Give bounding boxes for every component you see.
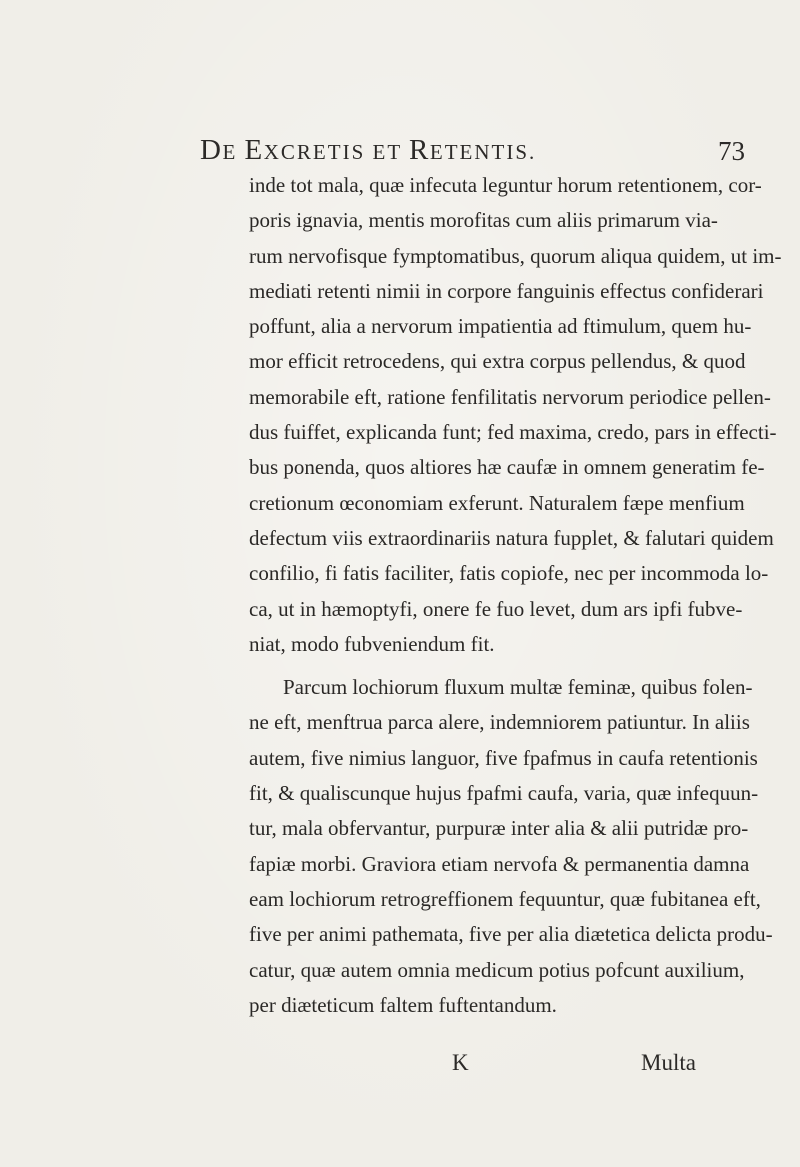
text-line: ca, ut in hæmoptyfi, onere fe fuo levet, dum ars ipfi fubve- <box>249 596 743 621</box>
text-line: mor efficit retrocedens, qui extra corpus pellendus, & quod <box>249 349 746 374</box>
text-line: fit, & qualiscunque hujus fpafmi caufa, varia, quæ infequun- <box>249 781 759 806</box>
running-head <box>200 134 536 167</box>
running-head-part: E <box>244 134 264 166</box>
text-line: tur, mala obfervantur, purpuræ inter alia & alii putridæ pro- <box>249 816 749 841</box>
running-head-part: ET <box>372 140 410 164</box>
text-line: memorabile eft, ratione fenfilitatis nervorum periodice pellen- <box>249 384 771 409</box>
text-line: poffunt, alia a nervorum impatientia ad ftimulum, quem hu- <box>249 314 752 339</box>
running-head-part: D <box>200 134 223 166</box>
catchword: Multa <box>641 1050 696 1075</box>
text-line: eam lochiorum retrogreffionem fequuntur, quæ fubitanea eft, <box>249 886 761 911</box>
text-line: defectum viis extraordinariis natura fupplet, & falutari quidem <box>249 525 774 550</box>
text-line: inde tot mala, quæ infecuta leguntur horum retentionem, cor- <box>249 173 762 197</box>
text-line: confilio, fi fatis faciliter, fatis copiofe, nec per incommoda lo- <box>249 561 769 586</box>
text-line: bus ponenda, quos altiores hæ caufæ in omnem generatim fe- <box>249 455 765 480</box>
text-line: per diæteticum faltem fuftentandum. <box>249 992 557 1017</box>
text-line: Parcum lochiorum fluxum multæ feminæ, quibus folen- <box>283 675 753 700</box>
signature-mark: K <box>452 1050 469 1075</box>
running-head-part: XCRETIS <box>263 140 373 164</box>
text-line: mediati retenti nimii in corpore fanguinis effectus confiderari <box>249 278 764 303</box>
text-line: catur, quæ autem omnia medicum potius pofcunt auxilium, <box>249 957 745 982</box>
text-line: niat, modo fubveniendum fit. <box>249 631 495 656</box>
running-head-part: ETENTIS. <box>429 140 537 164</box>
paragraph-1 <box>249 168 782 662</box>
running-head-part: R <box>409 134 430 166</box>
paragraph-gap <box>249 662 704 670</box>
text-line: five per animi pathemata, five per alia diætetica delicta produ- <box>249 922 773 947</box>
text-line: rum nervofisque fymptomatibus, quorum aliqua quidem, ut im- <box>249 243 782 268</box>
running-head-part: E <box>222 140 245 164</box>
body-text <box>249 168 782 1023</box>
text-line: dus fuiffet, explicanda funt; fed maxima, credo, pars in effecti- <box>249 420 777 445</box>
text-line: ne eft, menftrua parca alere, indemniorem patiuntur. In aliis <box>249 710 750 735</box>
text-line: autem, five nimius languor, five fpafmus in caufa retentionis <box>249 745 758 770</box>
paragraph-2 <box>249 670 773 1023</box>
text-line: fapiæ morbi. Graviora etiam nervofa & permanentia damna <box>249 851 750 876</box>
page-number: 73 <box>718 136 745 166</box>
text-line: poris ignavia, mentis morofitas cum aliis primarum via- <box>249 208 718 233</box>
text-line: cretionum œconomiam exferunt. Naturalem fæpe menfium <box>249 490 745 515</box>
